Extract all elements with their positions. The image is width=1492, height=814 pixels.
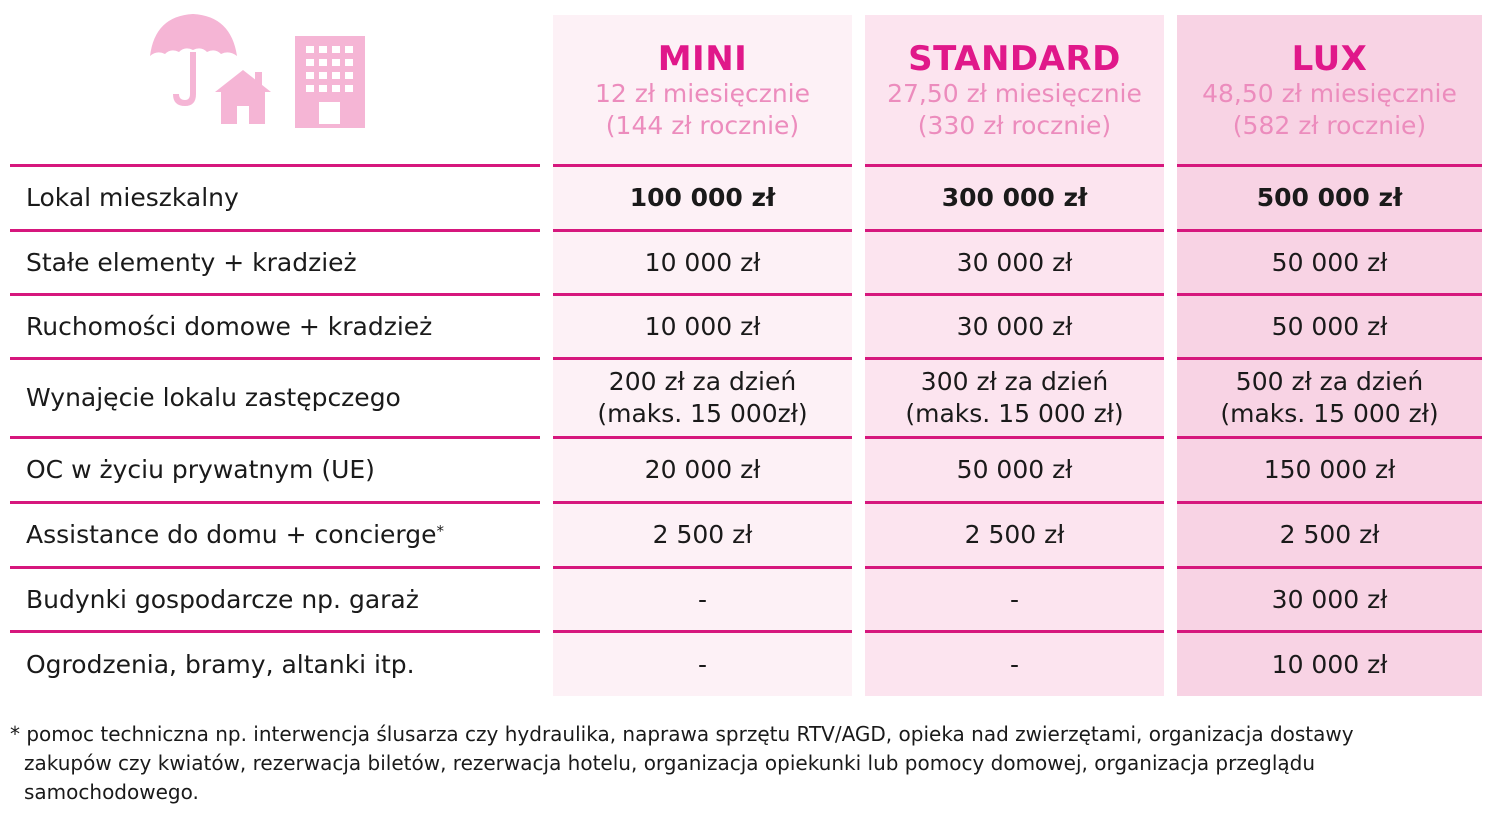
row-label-text: Assistance do domu + concierge	[26, 520, 437, 549]
cell-lux: 500 000 zł	[1256, 183, 1403, 212]
plan-header-lux	[1177, 40, 1482, 142]
plan-monthly-price: 12 zł miesięcznie	[594, 79, 810, 108]
plan-name: MINI	[657, 39, 748, 79]
cell-lux: 30 000 zł	[1271, 585, 1388, 614]
plan-name: LUX	[1291, 39, 1368, 79]
cell-standard: 2 500 zł	[964, 520, 1065, 549]
cell-lux: 10 000 zł	[1271, 650, 1388, 679]
cell-standard: -	[1009, 585, 1020, 614]
footnote-mark: *	[436, 522, 445, 540]
cell-mini: 100 000 zł	[629, 183, 776, 212]
plan-yearly-price: (330 zł rocznie)	[917, 111, 1112, 140]
row-label-wynajecie-lokalu: Wynajęcie lokalu zastępczego	[26, 383, 401, 412]
cell-mini: 20 000 zł	[644, 455, 761, 484]
plan-monthly-price: 27,50 zł miesięcznie	[887, 79, 1142, 108]
cell-mini: 10 000 zł	[644, 248, 761, 277]
cell-standard: 30 000 zł	[956, 312, 1073, 341]
header-icons	[145, 14, 375, 132]
plan-name: STANDARD	[908, 39, 1121, 79]
cell-lux: 50 000 zł	[1271, 312, 1388, 341]
cell-standard: 30 000 zł	[956, 248, 1073, 277]
cell-value: 300 zł za dzień	[920, 367, 1109, 396]
plan-monthly-price: 48,50 zł miesięcznie	[1202, 79, 1457, 108]
footnote-line: * pomoc techniczna np. interwencja ślusarza czy hydraulika, naprawa sprzętu RTV/AGD, opieka nad zwierzętami, organizacja dostawy	[10, 722, 1354, 746]
row-label-lokal-mieszkalny: Lokal mieszkalny	[26, 183, 239, 212]
footnote-line: zakupów czy kwiatów, rezerwacja biletów, rezerwacja hotelu, organizacja opiekunki lub pomocy domowej, organizacja przeglądu	[24, 751, 1316, 775]
row-label-oc-zycie-prywatne: OC w życiu prywatnym (UE)	[26, 455, 375, 484]
cell-value: 200 zł za dzień	[608, 367, 797, 396]
cell-standard	[865, 360, 1164, 436]
row-label-ruchomosci-domowe: Ruchomości domowe + kradzież	[26, 312, 433, 341]
cell-note: (maks. 15 000 zł)	[905, 399, 1124, 428]
cell-standard: -	[1009, 650, 1020, 679]
cell-value: 500 zł za dzień	[1235, 367, 1424, 396]
plan-yearly-price: (144 zł rocznie)	[605, 111, 800, 140]
plan-yearly-price: (582 zł rocznie)	[1232, 111, 1427, 140]
row-label-stale-elementy: Stałe elementy + kradzież	[26, 248, 357, 277]
row-label-ogrodzenia: Ogrodzenia, bramy, altanki itp.	[26, 650, 415, 679]
cell-mini: 2 500 zł	[652, 520, 753, 549]
cell-lux	[1177, 360, 1482, 436]
footnote-line: samochodowego.	[24, 780, 199, 804]
plan-header-standard	[865, 40, 1164, 142]
plan-header-mini	[553, 40, 852, 142]
cell-standard: 50 000 zł	[956, 455, 1073, 484]
cell-mini: -	[697, 650, 708, 679]
cell-lux: 50 000 zł	[1271, 248, 1388, 277]
row-label-budynki-gospodarcze: Budynki gospodarcze np. garaż	[26, 585, 419, 614]
cell-mini: 10 000 zł	[644, 312, 761, 341]
cell-mini: -	[697, 585, 708, 614]
cell-lux: 150 000 zł	[1263, 455, 1396, 484]
cell-standard: 300 000 zł	[941, 183, 1088, 212]
house-icon	[215, 70, 271, 124]
cell-lux: 2 500 zł	[1279, 520, 1380, 549]
cell-note: (maks. 15 000 zł)	[1220, 399, 1439, 428]
row-label-assistance	[26, 504, 536, 566]
cell-note: (maks. 15 000zł)	[597, 399, 808, 428]
apartment-building-icon	[295, 36, 365, 128]
cell-mini	[553, 360, 852, 436]
footnote	[10, 720, 1470, 807]
